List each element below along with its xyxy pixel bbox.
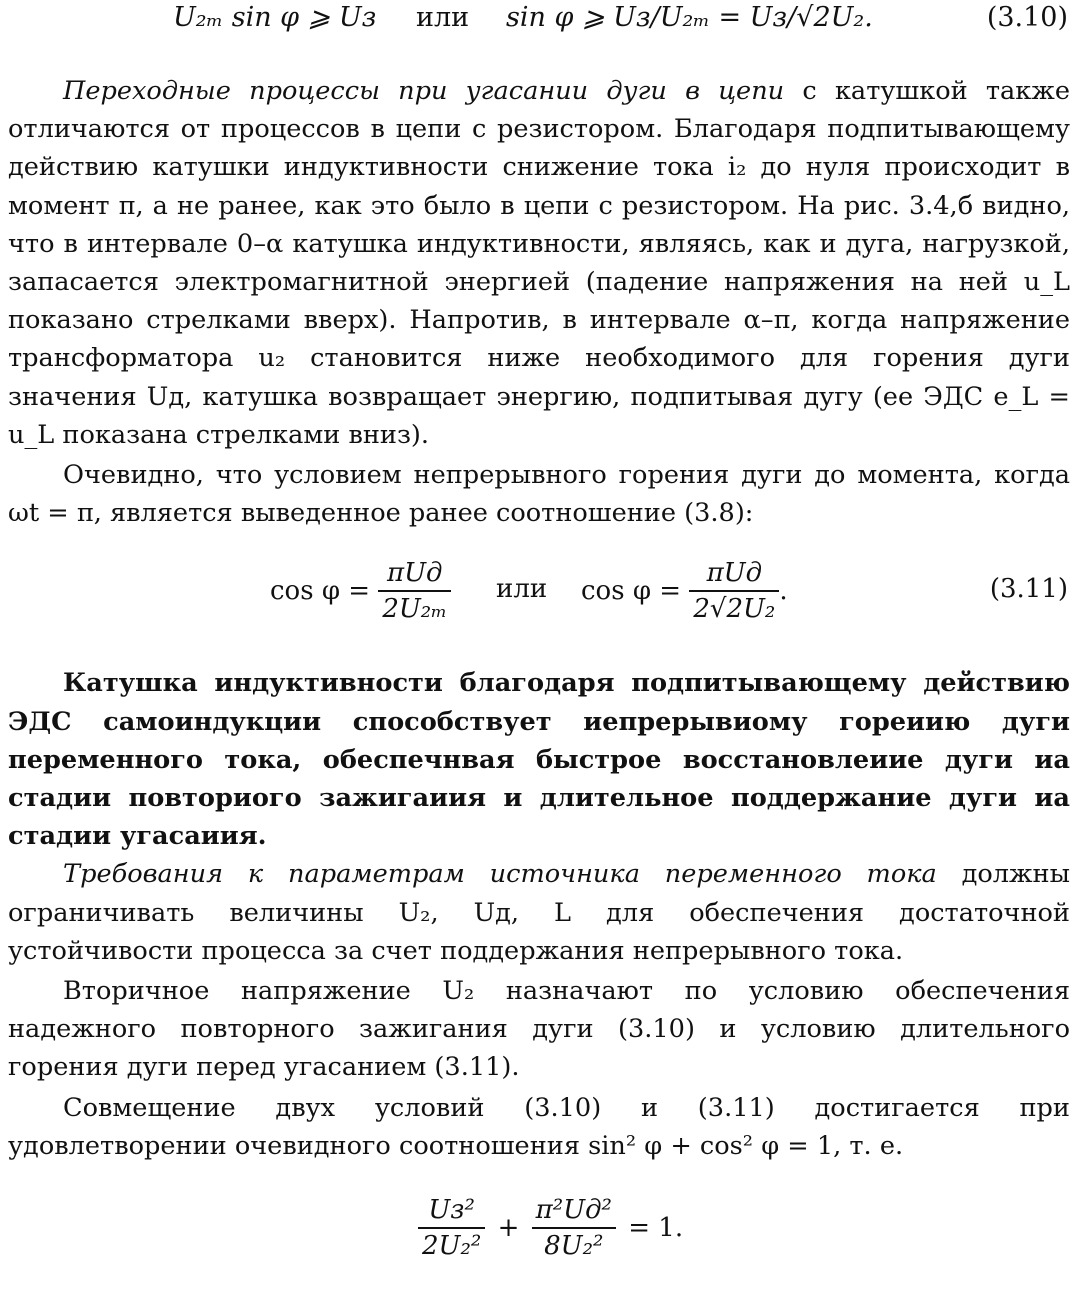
paragraph-secondary-voltage [8,972,1070,1087]
paragraph-combined-conditions [8,1089,1070,1165]
paragraph-combined-conditions-text: Совмещение двух условий (3.10) и (3.11) достигается при удовлетворении очевидного соотношения sin² φ + cos² φ = 1, т. е. [8,1092,1070,1161]
eq-3-10-lhs: U₂ₘ sin φ ⩾ Uз [173,2,377,33]
eq-final-fraction-1-denominator: 2U₂² [422,1231,482,1262]
paragraph-transients-lead: Переходные процессы при угасании дуги в цепи [63,76,785,106]
paragraph-continuity-text: Очевидно, что условием непрерывного горения дуги до момента, когда ωt = π, является выведенное ранее соотношение (3.8): [8,460,1070,529]
eq-3-11-left-fraction [378,558,451,624]
equation-3-10 [8,2,1070,46]
eq-3-10-rhs: sin φ ⩾ Uз/U₂ₘ = Uз/√2U₂. [506,2,873,33]
eq-final-fraction-2-numerator: π²Uд² [532,1195,616,1229]
paragraph-requirements [8,855,1070,970]
eq-3-11-right-numerator: πUд [689,558,779,592]
eq-3-10-connector: или [416,2,470,33]
eq-3-11-right-prefix: cos φ = [581,576,682,607]
equation-3-11: cos φ = $\frac{\text{πUд}}{\text{2U₂ₘ}}$ или cos φ = $\frac{\text{πUд}}{\text{2√2U₂}}$ . (3.11) [270,558,1068,625]
eq-3-11-number: (3.11) [989,574,1068,605]
eq-3-11-left-prefix: cos φ = [270,576,371,607]
paragraph-transients-text: с катушкой также отличаются от процессов в цепи с резистором. Благодаря подпитывающему действию катушки индуктивности снижение тока i₂ до нуля происходит в момент π, а не ранее, как это было в цепи с резистором. На рис. 3.4,б видно, что в интервале 0–α катушка индуктивности, являясь, как и дуга, нагрузкой, запасается электромагнитной энергией (падение напряжения на ней u_L показано стрелками вверх). Напротив, в интервале α–π, когда напряжение трансформатора u₂ становится ниже необходимого для горения дуги значения Uд, катушка возвращает энергию, подпитывая дугу (ее ЭДС e_L = u_L показана стрелками вниз). [8,76,1070,450]
eq-final-plus: + [497,1213,520,1244]
paragraph-continuity-condition [8,456,1070,532]
paragraph-transients [8,72,1070,454]
eq-final-fraction-2-denominator: 8U₂² [544,1231,604,1262]
eq-3-11-connector: или [496,574,548,605]
eq-3-10-number: (3.10) [986,2,1068,33]
paragraph-requirements-text: должны ограничивать величины U₂, Uд, L для обеспечения достаточной устойчивости процесса за счет поддержания непрерывного тока. [8,859,1070,966]
eq-final-rhs: = 1. [628,1213,684,1244]
paragraph-secondary-voltage-text: Вторичное напряжение U₂ назначают по условию обеспечения надежного повторного зажигания дуги (3.10) и условию длительного горения дуги перед угасанием (3.11). [8,976,1070,1083]
eq-final-fraction-1-numerator: Uз² [418,1195,485,1229]
eq-3-11-right-fraction [689,558,779,624]
eq-3-11-left-denominator: 2U₂ₘ [382,594,448,625]
equation-final [8,1185,1070,1295]
eq-3-11-right-denominator: 2√2U₂ [693,594,776,625]
paragraph-requirements-lead: Требования к параметрам источника переменного тока [63,859,937,890]
eq-final-fraction-1 [418,1195,485,1261]
paragraph-key-statement-text: Катушка индуктивности благодаря подпитывающему действию ЭДС самоиндукции способствует иепрерывиому гореиию дуги переменного тока, обеспечнвая быстрое восстановлеиие дуги иа стадии повториого зажигаиия и длительное поддержание дуги иа стадии угасаиия. [8,668,1070,852]
document-page [8,0,1070,1295]
eq-3-11-left-numerator: πUд [378,558,451,592]
eq-final-fraction-2 [532,1195,616,1261]
paragraph-key-statement [8,664,1070,855]
